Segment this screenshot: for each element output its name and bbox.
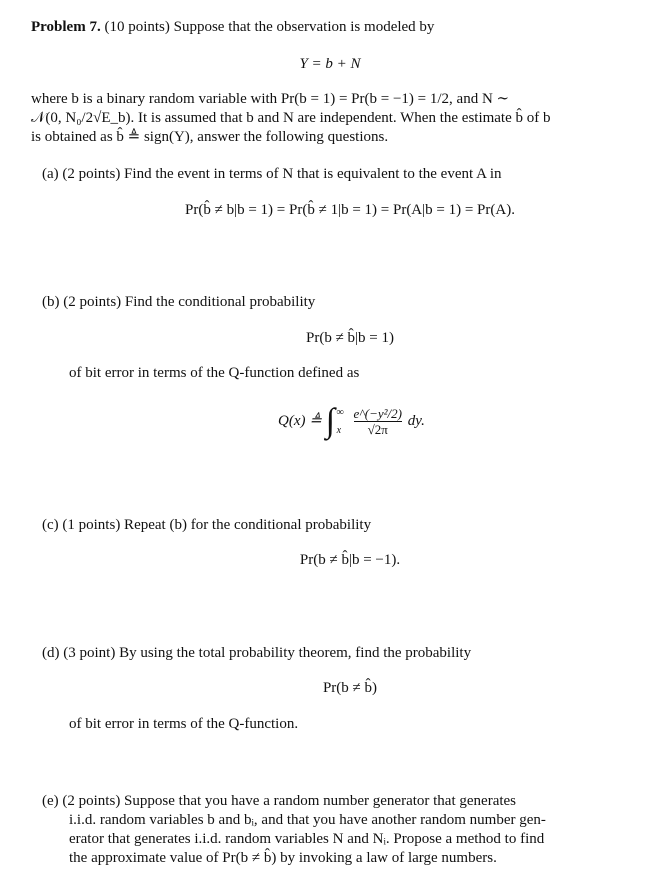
part-e-line-1: (e) (2 points) Suppose that you have a random number generator that generates [42,793,517,809]
part-b-after: of bit error in terms of the Q-function defined as [69,365,360,381]
q-function-numerator: e^(−y²/2) [353,405,402,421]
integral-sign: ∫ [325,402,335,440]
q-function-differential: dy. [407,413,425,429]
part-b-equation: Pr(b ≠ b̂|b = 1) [305,330,395,346]
problem-title: Problem 7. [31,19,101,35]
problem-description-line-1: where b is a binary random variable with Pr(b = 1) = Pr(b = −1) = 1/2, and N ∼ [31,91,510,107]
part-d-text: (d) (3 point) By using the total probability theorem, find the probability [42,645,472,661]
integral-lower-limit: x [336,424,342,436]
part-a-equation: Pr(b̂ ≠ b|b = 1) = Pr(b̂ ≠ 1|b = 1) = Pr(A|b = 1) = Pr(A). [185,202,515,218]
part-e-line-2: i.i.d. random variables b and bᵢ, and that you have another random number gen- [69,812,546,828]
problem-intro: (10 points) Suppose that the observation is modeled by [104,19,435,35]
part-c-text: (c) (1 points) Repeat (b) for the conditional probability [42,517,372,533]
q-function-definition [278,396,425,446]
part-b-text: (b) (2 points) Find the conditional probability [42,294,316,310]
model-equation: Y = b + N [299,56,361,72]
q-function-lhs: Q(x) ≜ [278,413,322,429]
problem-heading [31,18,434,37]
part-e-line-3: erator that generates i.i.d. random variables N and Nᵢ. Propose a method to find [69,831,545,847]
part-c-equation: Pr(b ≠ b̂|b = −1). [299,552,401,568]
q-function-denominator: √2π [354,421,402,437]
integral-upper-limit: ∞ [336,406,344,418]
part-d-equation: Pr(b ≠ b̂) [322,680,378,696]
problem-description-line-3: is obtained as b̂ ≜ sign(Y), answer the following questions. [31,129,389,145]
part-d-after: of bit error in terms of the Q-function. [69,716,299,732]
problem-description-line-2: 𝒩(0, N₀/2√E_b). It is assumed that b and N are independent. When the estimate b̂ of b [31,110,551,126]
integral-limits [337,404,344,440]
part-e-line-4: the approximate value of Pr(b ≠ b̂) by invoking a law of large numbers. [69,850,497,866]
q-function-fraction [354,407,402,437]
part-a-text: (a) (2 points) Find the event in terms of N that is equivalent to the event A in [42,166,502,182]
